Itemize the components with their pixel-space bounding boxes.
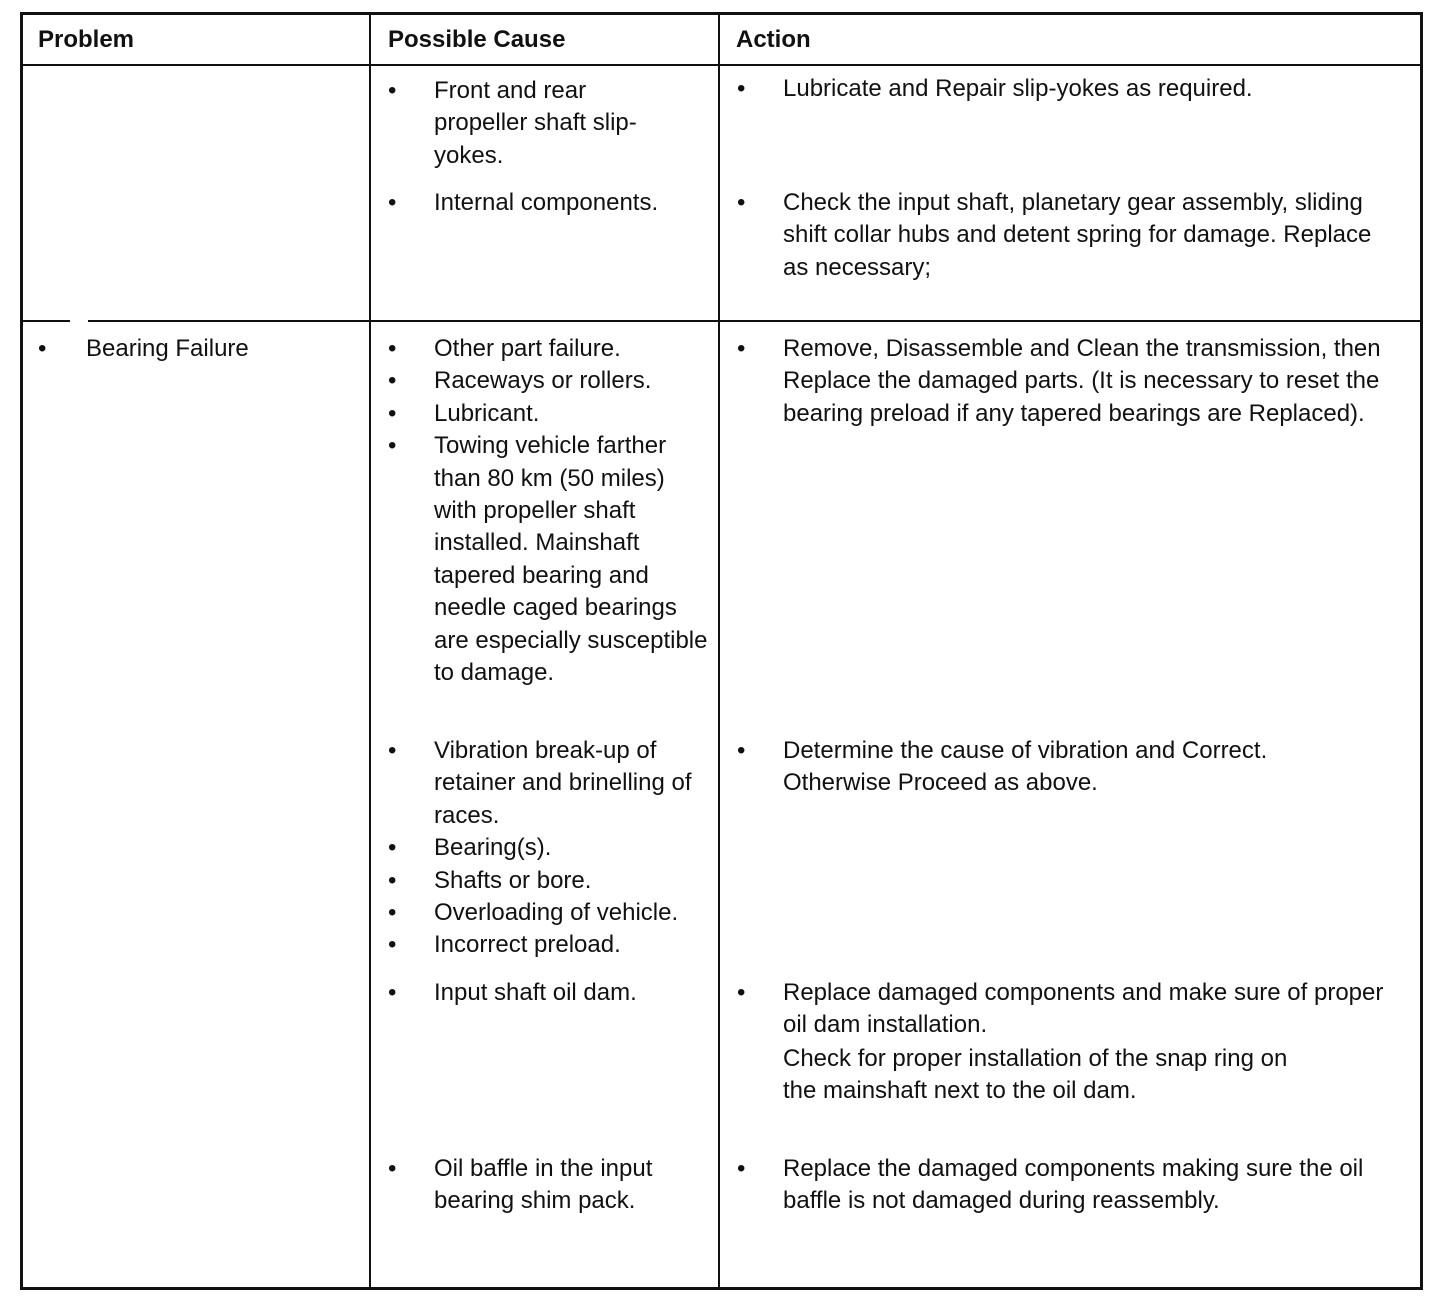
table-border-left — [20, 12, 23, 1290]
list-item: • Raceways or rollers. — [388, 367, 652, 395]
list-item: • Lubricant. — [388, 399, 540, 427]
row2-action-3-note: Check for proper installation of the snap ring on the mainshaft next to the oil dam. — [783, 1045, 1288, 1105]
header-action: Action — [736, 26, 811, 53]
column-divider-2 — [718, 12, 720, 1290]
table-border-top — [20, 12, 1423, 15]
header-possible-cause: Possible Cause — [388, 26, 566, 53]
row1-action-2: • Check the input shaft, planetary gear assembly, sliding shift collar hubs and detent spring for damage. Replace as necessary; — [737, 189, 1372, 281]
header-divider — [20, 64, 1423, 66]
row-divider-left — [20, 320, 70, 322]
list-item: • Shafts or bore. — [388, 866, 592, 894]
row2-cause-group-1 — [384, 333, 708, 689]
table-border-right — [1420, 12, 1423, 1290]
row1-action-1: • Lubricate and Repair slip-yokes as required. — [737, 75, 1253, 102]
row-divider — [88, 320, 1423, 322]
list-item: • Overloading of vehicle. — [388, 899, 679, 927]
list-item: • Other part failure. — [388, 335, 621, 362]
row2-action-1: • Remove, Disassemble and Clean the transmission, then Replace the damaged parts. (It is necessary to reset the bearing preload if any tapered bearings are Replaced). — [737, 335, 1381, 427]
column-divider-1 — [369, 12, 371, 1290]
table-border-bottom — [20, 1287, 1423, 1290]
row2-action-4: • Replace the damaged components making sure the oil baffle is not damaged during reassembly. — [737, 1155, 1364, 1215]
header-problem: Problem — [38, 26, 135, 53]
row2-action-3: • Replace damaged components and make sure of proper oil dam installation. — [737, 979, 1384, 1039]
row2-problem: • Bearing Failure — [38, 335, 249, 362]
list-item: • Vibration break-up of retainer and brinelling of races. — [388, 737, 692, 829]
row2-cause-3: • Input shaft oil dam. — [388, 979, 637, 1006]
list-item: • Incorrect preload. — [388, 931, 621, 959]
row1-cause-2: • Internal components. — [388, 189, 659, 216]
row2-cause-4: • Oil baffle in the input bearing shim pack. — [388, 1155, 653, 1215]
list-item: • Bearing(s). — [388, 834, 552, 862]
list-item: • Towing vehicle farther than 80 km (50 miles) with propeller shaft installed. Mainshaft tapered bearing and needle caged bearings are especially susceptible to damage. — [388, 432, 708, 687]
row1-cause-1: • Front and rear propeller shaft slip-yokes. — [388, 77, 637, 169]
row2-cause-group-2 — [384, 735, 714, 962]
row2-action-2: • Determine the cause of vibration and Correct. Otherwise Proceed as above. — [737, 737, 1268, 797]
